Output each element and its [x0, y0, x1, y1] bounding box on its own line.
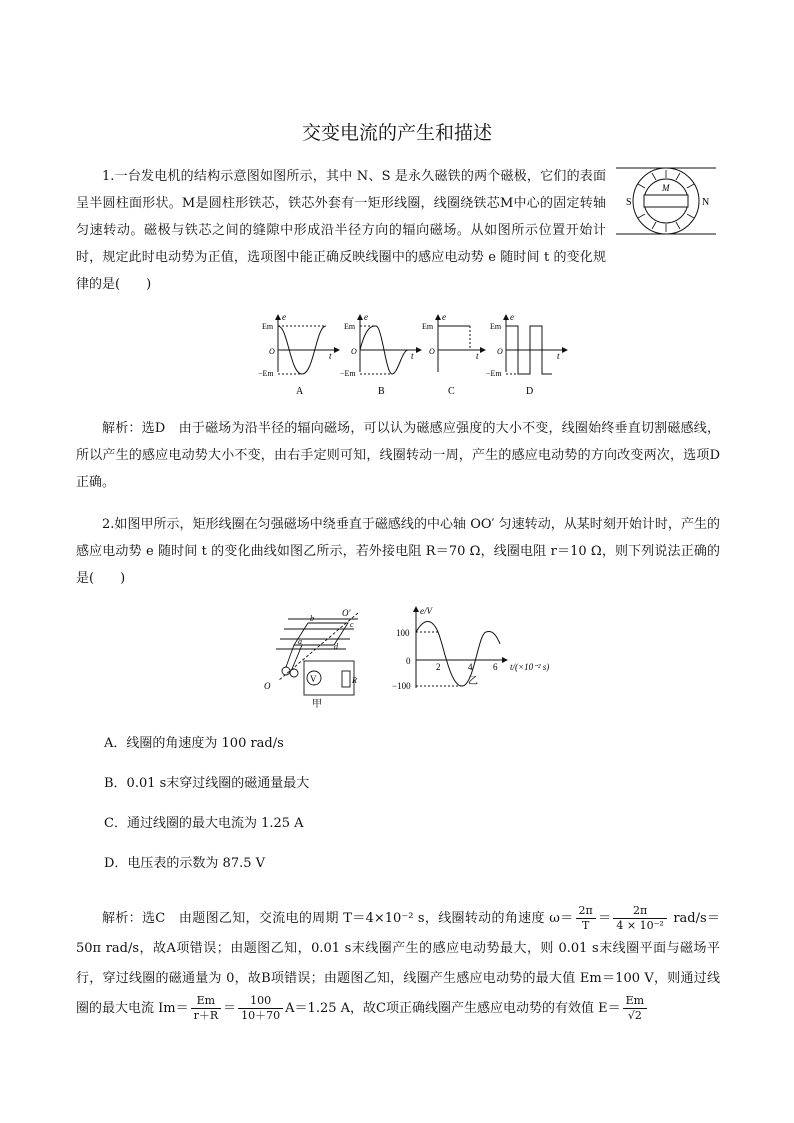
voltmeter-label: V	[310, 674, 317, 684]
graph-d-em: Em	[490, 322, 502, 331]
figure-yi-caption: 乙	[468, 676, 478, 687]
question-2-text: 2.如图甲所示，矩形线圈在匀强磁场中绕垂直于磁感线的中心轴 OO′ 匀速转动，从某时刻开始计时，产生的感应电动势 e 随时间 t 的变化曲线如图乙所示，若外接电阻 R＝70 Ω，线圈电阻 r＝10 Ω，则下列说法正确的是( )	[76, 517, 720, 586]
analysis-line-1: 解析：选C 由题图乙知，交流电的周期 T＝4×10⁻² s，线圈转动的角速度 ω＝	[102, 911, 574, 926]
graph-a-neg-em: −Em	[258, 369, 274, 378]
corner-a-label: a	[298, 637, 302, 646]
analysis-line-2: rad/s＝50π rad/s，故A项错误；由题图乙知，0.01 s末线圈产生的感应电动势最大，则 0.01 s末线圈平面与磁场平行，穿过线圈的磁通量为 0，故B项错误；由题图乙知，线圈产生感应电动势的最大值 Em＝100 V，则通过线圈的最大电流 Im＝	[76, 911, 720, 1016]
generator-diagram	[612, 164, 722, 240]
graph-b-em: Em	[344, 322, 356, 331]
graph-c-origin: O	[429, 347, 435, 356]
graph-a-letter: A	[296, 386, 304, 397]
graph-c	[422, 312, 486, 397]
figure-yi	[392, 604, 624, 690]
graph-c-e: e	[442, 312, 446, 322]
graph-d-e: e	[510, 312, 514, 322]
fraction-2pi-over-period: $\frac{2\pi}{\text{4 × 10⁻²}}$	[613, 904, 666, 933]
graph-d-origin: O	[497, 347, 503, 356]
corner-c-label: c	[350, 620, 354, 629]
graph-a-e: e	[282, 312, 286, 322]
axis-o-label: O	[264, 681, 271, 691]
page-title: 交变电流的产生和描述	[301, 122, 492, 144]
yi-y-tick-100: 100	[396, 628, 410, 638]
option-d[interactable]: D．电压表的示数为 87.5 V	[104, 856, 266, 871]
graph-d-letter: D	[526, 386, 534, 397]
graph-d-t: t	[557, 351, 560, 361]
question-2-analysis: 解析：选C 由题图乙知，交流电的周期 T＝4×10⁻² s，线圈转动的角速度 ω＝ $\frac{2\pi}{T}$ ＝ $\frac{2\pi}{\text{4 × 10⁻²}}$ rad/s＝50π rad/s，故A项错误；由题图乙知，0.01 s末线圈产生的感应电动势最大，则 0.01 s末线圈平面与磁场平行，穿过线圈的磁通量为 0，故B项错误；由题图乙知，线圈产生感应电动势的最大值 Em＝100 V，则通过线圈的最大电流 Im＝ $\frac{Em}{r+R}$ ＝ $\frac{100}{10+70}$ A＝1.25 A，故C项正确线圈产生感应电动势的有效值 E＝ $\frac{Em}{√2}$	[76, 904, 720, 1022]
option-graphs	[258, 312, 568, 398]
graph-b-e: e	[364, 312, 368, 322]
graph-b-neg-em: −Em	[340, 369, 356, 378]
option-b[interactable]: B．0.01 s末穿过线圈的磁通量最大	[104, 776, 310, 791]
axis-o-prime-label: O′	[342, 608, 351, 618]
figure-jia	[258, 605, 378, 710]
question-1-text: 1.一台发电机的结构示意图如图所示，其中 N、S 是永久磁铁的两个磁极，它们的表面呈半圆柱面形状。M是圆柱形铁芯，铁芯外套有一矩形线圈，线圈绕铁芯M中心的固定转轴匀速转动。磁极与铁芯之间的缝隙中形成沿半径方向的辐向磁场。从如图所示位置开始计时，规定此时电动势为正值，选项图中能正确反映线圈中的感应电动势 e 随时间 t 的变化规律的是( )	[76, 169, 606, 292]
pole-n-label: N	[702, 197, 710, 208]
graph-c-em: Em	[422, 322, 434, 331]
graph-d	[486, 312, 568, 397]
graph-b-origin: O	[351, 347, 357, 356]
graph-a-t: t	[329, 351, 332, 361]
yi-x-label: t/(×10⁻² s)	[510, 662, 550, 672]
yi-x-tick-4: 4	[468, 662, 473, 672]
fraction-em-over-root2: $\frac{Em}{√2}$	[623, 994, 647, 1023]
yi-y-tick-neg100: −100	[392, 681, 411, 690]
option-c[interactable]: C．通过线圈的最大电流为 1.25 A	[104, 816, 304, 831]
fraction-100-over-80: $\frac{100}{10+70}$	[238, 994, 283, 1023]
graph-b-letter: B	[378, 386, 385, 397]
core-m-label: M	[662, 183, 670, 193]
graph-a-em: Em	[262, 322, 274, 331]
graph-a-origin: O	[269, 347, 275, 356]
question-1-analysis: 解析：选D 由于磁场为沿半径的辐向磁场，可以认为磁感应强度的大小不变，线圈始终垂直切割磁感线，所以产生的感应电动势大小不变，由右手定则可知，线圈转动一周，产生的感应电动势的方向改变两次，选项D正确。	[76, 421, 720, 490]
graph-d-neg-em: −Em	[486, 369, 502, 378]
yi-x-tick-6: 6	[493, 662, 498, 672]
figure-jia-caption: 甲	[312, 699, 322, 710]
graph-b	[340, 312, 422, 397]
pole-s-label: S	[626, 197, 632, 208]
yi-x-tick-2: 2	[436, 662, 441, 672]
corner-d-label: d	[334, 642, 338, 651]
yi-y-tick-0: 0	[406, 656, 411, 666]
graph-b-t: t	[411, 351, 414, 361]
corner-b-label: b	[310, 614, 314, 623]
resistor-label: R	[352, 676, 357, 685]
graph-c-letter: C	[448, 386, 455, 397]
graph-a	[258, 312, 340, 397]
yi-y-label: e/V	[420, 606, 432, 616]
fraction-2pi-over-t: $\frac{2\pi}{T}$	[576, 904, 596, 933]
fraction-em-over-rr: $\frac{Em}{r+R}$	[191, 994, 222, 1023]
analysis-line-3: A＝1.25 A，故C项正确线圈产生感应电动势的有效值 E＝	[285, 1001, 621, 1016]
option-a[interactable]: A．线圈的角速度为 100 rad/s	[104, 736, 284, 751]
graph-c-t: t	[476, 351, 479, 361]
